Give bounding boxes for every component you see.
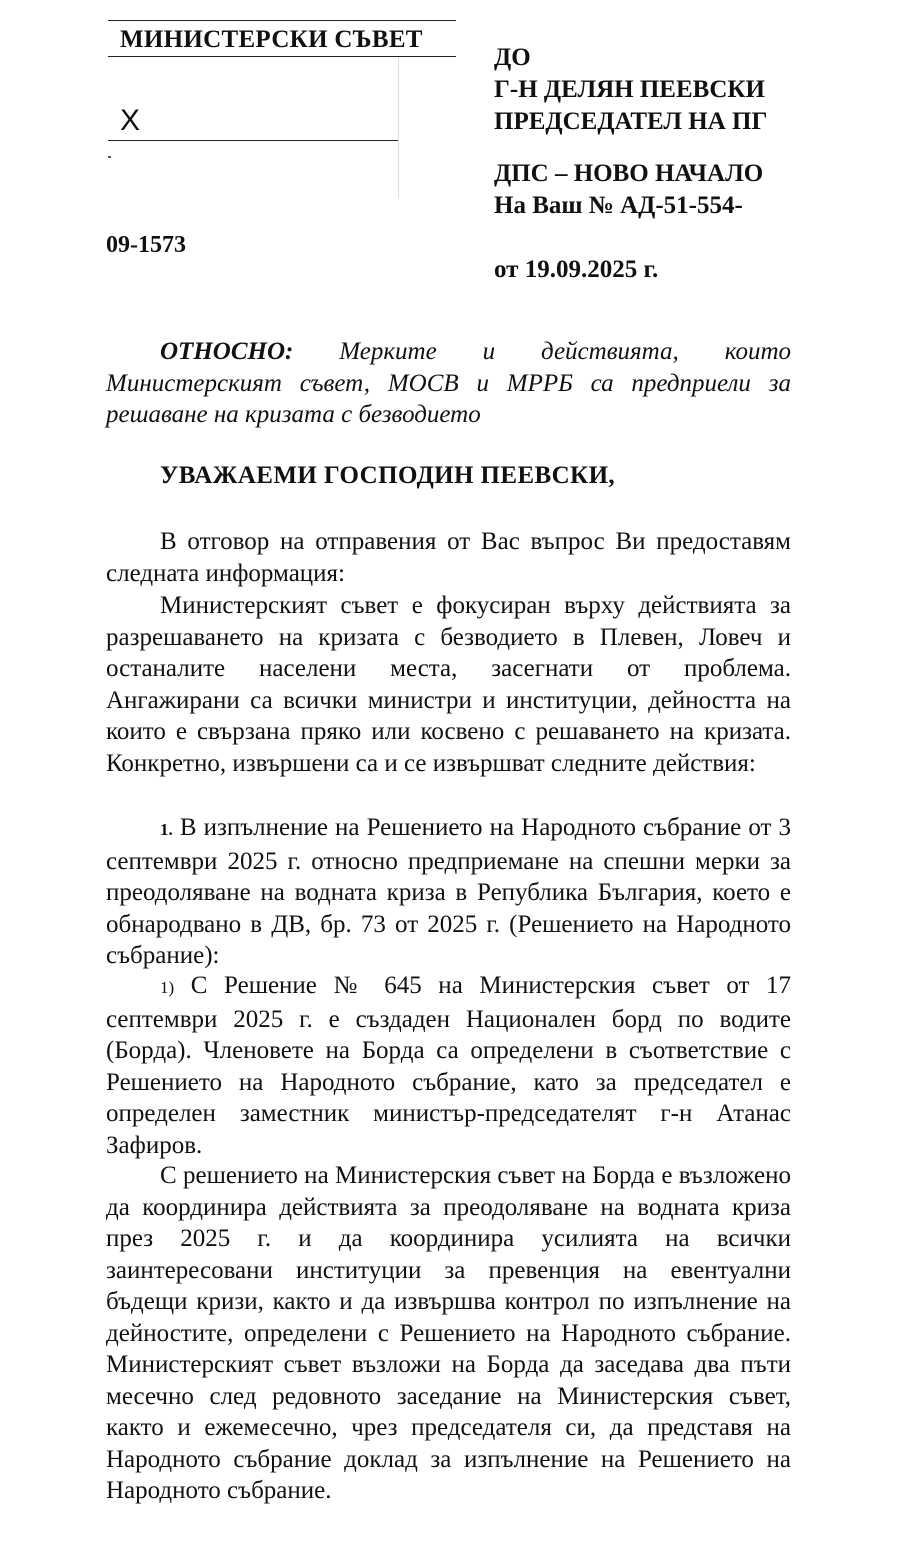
letterhead-institution: МИНИСТЕРСКИ СЪВЕТ <box>120 26 423 53</box>
subject-paragraph <box>106 336 791 431</box>
paragraph-board-tasks: С решението на Министерския съвет на Борда е възложено да координира действията за преодоляване на водната криза през 2025 г. и да координира усилията на всички заинтересовани институции за превенция на евентуални бъдещи кризи, както и да извършва контрол по изпълнение на дейностите, определени с Решението на Народното събрание. Министерският съвет възложи на Борда да заседава два пъти месечно след редовното заседание на Министерския съвет, както и ежемесечно, чрез председателя си, да представя на Народното събрание доклад за изпълнение на Решението на Народното събрание. <box>106 1162 791 1504</box>
letterhead-top-rule <box>108 20 456 21</box>
letterhead-divider <box>398 58 399 198</box>
subitem-text: С Решение № 645 на Министерския съвет от 17 септември 2025 г. е създаден Национален борд по водите (Борда). Членовете на Борда са определени в съответствие с Решението на Народното събрание, като за председател е определен заместник министър-председателят г-н Атанас Зафиров. <box>106 972 792 1159</box>
addressee-position: ПРЕДСЕДАТЕЛ НА ПГ <box>494 108 768 135</box>
registration-number: 09-1573 <box>106 232 186 258</box>
item-text: В изпълнение на Решението на Народното събрание от 3 септември 2025 г. относно предприемане на спешни мерки за преодоляване на водната криза в Република България, което е обнародвано в ДВ, бр. 73 от 2025 г. (Решението на Народното събрание): <box>106 814 791 969</box>
signature-mark: X <box>120 104 141 137</box>
subitem-number: 1) <box>160 978 175 997</box>
paragraph-focus: Министерският съвет е фокусиран върху действията за разрешаването на кризата с безводието в Плевен, Ловеч и останалите населени места, засегнати от проблема. Ангажирани са всички министри и институции, дейността на които е свързана пряко или косвено с решаването на кризата. Конкретно, извършени са и се извършват следните действия: <box>106 592 791 777</box>
paragraph-item-1 <box>106 812 791 972</box>
paragraph-subitem-1 <box>106 970 791 1161</box>
letterhead-rule <box>108 56 456 57</box>
scan-artifact <box>108 156 111 158</box>
salutation: УВАЖАЕМИ ГОСПОДИН ПЕЕВСКИ, <box>160 462 616 489</box>
subject-label: ОТНОСНО: <box>160 338 294 365</box>
paragraph-intro: В отговор на отправения от Вас въпрос Ви предоставям следната информация: <box>106 528 791 587</box>
item-number: 1. <box>160 820 173 839</box>
addressee-block <box>494 42 767 286</box>
addressee-name: Г-Н ДЕЛЯН ПЕЕВСКИ <box>494 76 765 103</box>
signature-line <box>108 140 398 141</box>
addressee-party: ДПС – НОВО НАЧАЛО <box>494 160 764 187</box>
addressee-to: ДО <box>494 44 531 71</box>
subject-text: Мерките и действията, които Министерският съвет, МОСВ и МРРБ са предприели за решаване на кризата с безводието <box>106 338 791 428</box>
reference-date: от 19.09.2025 г. <box>494 256 659 283</box>
reference-number: На Ваш № АД-51-554- <box>494 192 743 219</box>
